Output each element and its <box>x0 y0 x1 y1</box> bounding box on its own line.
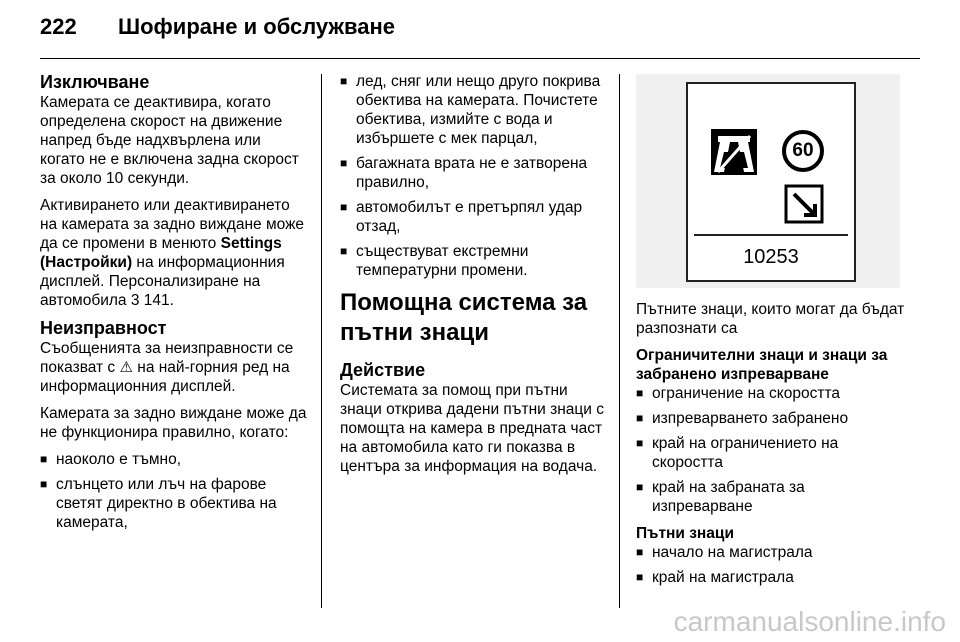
para-settings: Активирането или деактивирането на камерата за задно виждане може да се промени в менюто Settings (Настройки) на информационния дисплей. Персонализиране на автомобила 3 141. <box>40 197 305 309</box>
display-separator <box>694 234 848 236</box>
column-1 <box>40 72 308 540</box>
list-item: ■ лед, сняг или нещо друго покрива обектива на камерата. Почистете обектива, измийте с вода и избършете с мек парцал, <box>340 72 610 148</box>
header-divider <box>40 58 920 59</box>
heading-limit-signs: Ограничителни знаци и знаци за забранено изпреварване <box>636 347 888 383</box>
conditions-list-cont <box>340 72 610 280</box>
list-item: ■ начало на магистрала <box>636 543 906 562</box>
speed-limit-sign: 60 <box>782 130 824 172</box>
list-item: ■ край на забраната за изпреварване <box>636 478 906 516</box>
heading-off: Изключване <box>40 72 150 92</box>
display-screen <box>686 82 856 282</box>
list-item: ■ автомобилът е претърпял удар отзад, <box>340 198 610 236</box>
page-reference: 3 141. <box>130 292 174 309</box>
list-item: ■ багажната врата не е затворена правилно, <box>340 154 610 192</box>
limit-signs-list <box>636 384 906 516</box>
column-2 <box>340 72 610 484</box>
page-number: 222 <box>40 14 77 39</box>
section-title: Помощна система за пътни знаци <box>340 289 588 346</box>
settings-menu-label: Settings (Настройки) <box>40 235 282 271</box>
para-off: Камерата се деактивира, когато определена скорост на движение напред бъде надхвърлена или когато не е включена задна скорост за около 10 секунди. <box>40 94 299 187</box>
list-item: ■ наоколо е тъмно, <box>40 450 308 469</box>
end-of-restriction-arrow-icon <box>784 184 824 224</box>
para-conditions: Камерата за задно виждане може да не функционира правилно, когато: <box>40 405 307 441</box>
conditions-list <box>40 450 308 532</box>
para-fault: Съобщенията за неизправности се показват с ⚠ на най-горния ред на информационния дисплей. <box>40 340 294 395</box>
odometer-readout: 10253 <box>743 246 799 268</box>
list-item: ■ изпреварването забранено <box>636 409 906 428</box>
list-item: ■ край на магистрала <box>636 568 906 587</box>
list-item: ■ слънцето или лъч на фарове светят директно в обектива на камерата, <box>40 475 308 532</box>
watermark: carmanualsonline.info <box>673 606 946 637</box>
heading-road-signs: Пътни знаци <box>636 525 734 542</box>
para-intro: Пътните знаци, които могат да бъдат разпознати са <box>636 301 905 337</box>
road-signs-list <box>636 543 906 587</box>
heading-fault: Неизправност <box>40 318 167 338</box>
para-function: Системата за помощ при пътни знаци открива дадени пътни знаци с помощта на камера в предната част на автомобила като ги показва в центъра за информация на водача. <box>340 382 604 475</box>
column-3 <box>636 300 906 595</box>
list-item: ■ ограничение на скоростта <box>636 384 906 403</box>
heading-function: Действие <box>340 360 426 380</box>
page-header <box>40 14 395 40</box>
list-item: ■ съществуват екстремни температурни промени. <box>340 242 610 280</box>
motorway-sign-icon <box>710 128 758 176</box>
column-divider-1 <box>321 74 322 608</box>
chapter-title: Шофиране и обслужване <box>118 14 396 39</box>
figure-traffic-sign-display <box>636 74 900 288</box>
warning-triangle-icon: ⚠ <box>119 359 133 376</box>
column-divider-2 <box>619 74 620 608</box>
list-item: ■ край на ограничението на скоростта <box>636 434 906 472</box>
